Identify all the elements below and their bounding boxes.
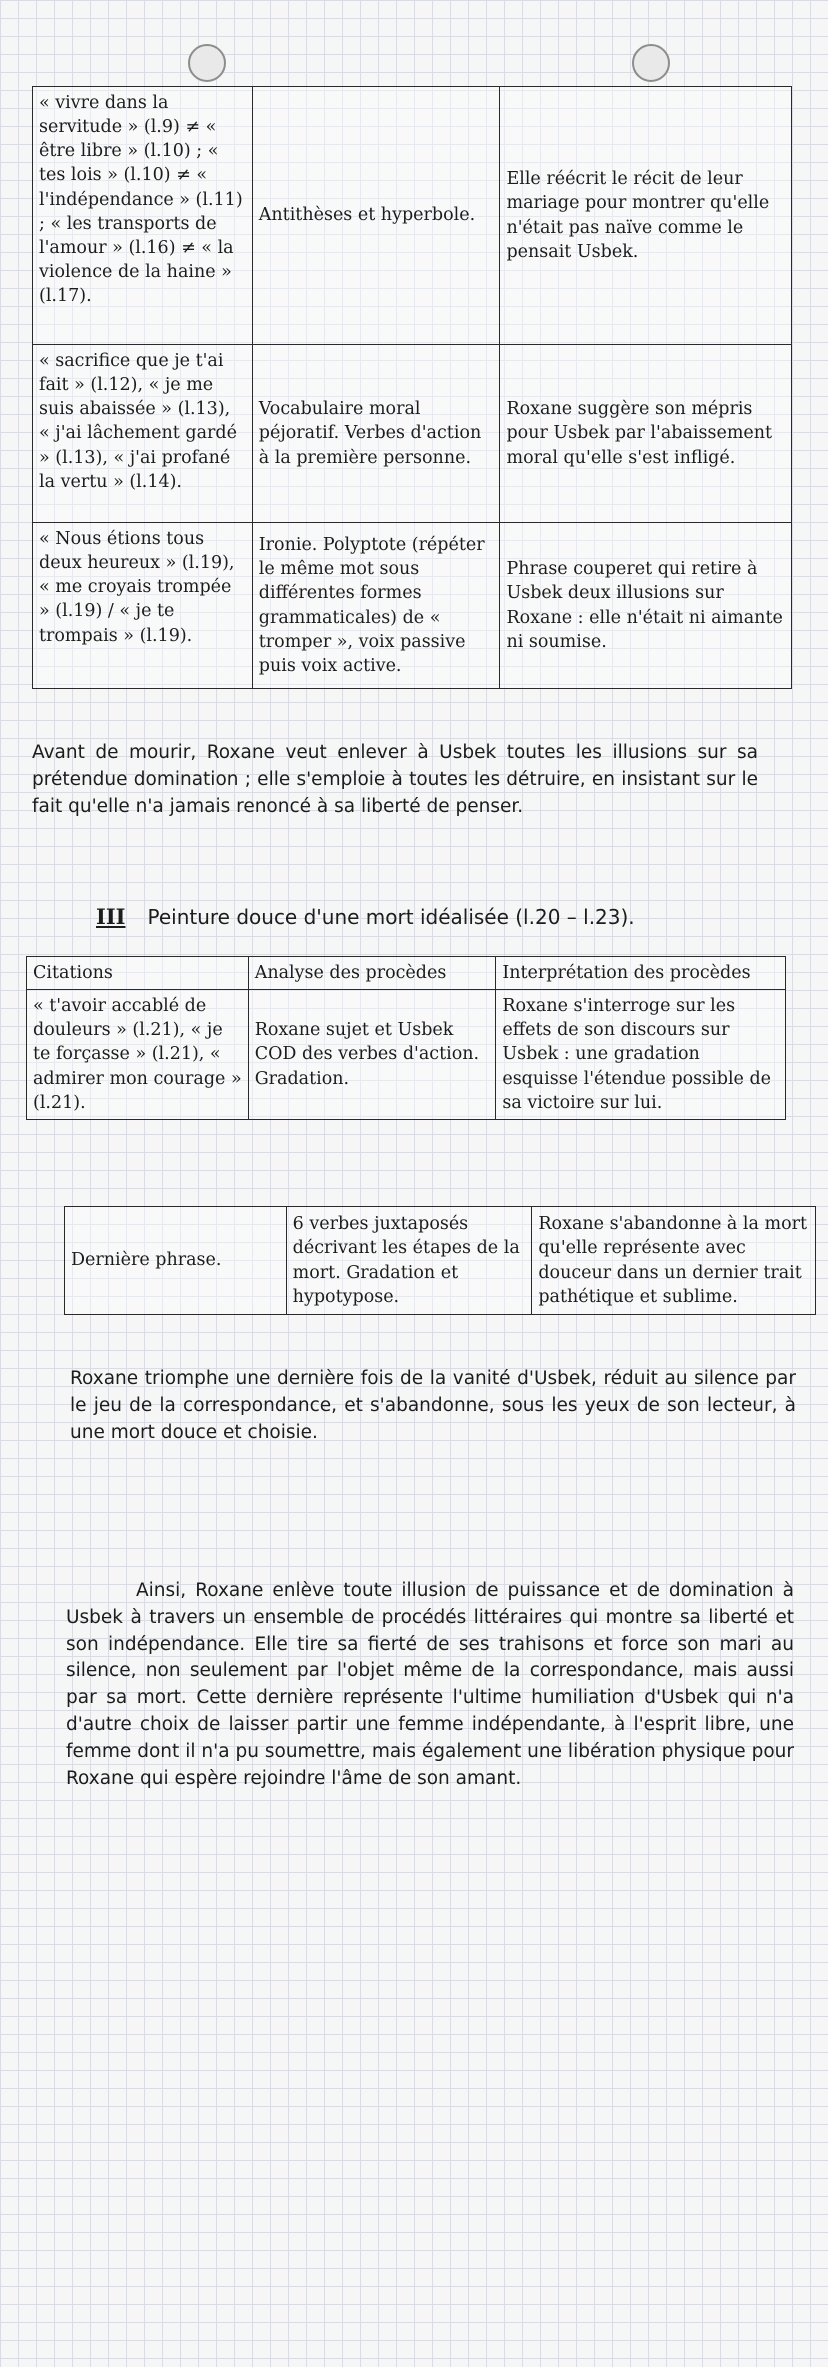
header-analyse: Analyse des procèdes [248, 957, 496, 990]
paragraph-summary-2: Roxane triomphe une dernière fois de la vanité d'Usbek, réduit au silence par le jeu de la correspondance, et s'abandonne, sous les yeux de son lecteur, à une mort douce et choisie. [70, 1368, 796, 1443]
interpretation-cell: Roxane s'interroge sur les effets de son discours sur Usbek : une gradation esquisse l'étendue possible de sa victoire sur lui. [496, 990, 786, 1120]
table-row [27, 990, 786, 1120]
analysis-cell: Ironie. Polyptote (répéter le même mot sous différentes formes grammaticales) de « tromper », voix passive puis voix active. [252, 523, 500, 689]
citation-cell: « sacrifice que je t'ai fait » (l.12), « je me suis abaissée » (l.13), « j'ai lâchement gardé » (l.13), « j'ai profané la vertu » (l.14). [33, 345, 253, 523]
section-title: Peinture douce d'une mort idéalisée (l.20 – l.23). [147, 904, 635, 929]
conclusion-paragraph: Ainsi, Roxane enlève toute illusion de puissance et de domination à Usbek à travers un ensemble de procédés littéraires qui montre sa liberté et son indépendance. Elle tire sa fierté de ses trahisons et force son mari au silence, non seulement par l'objet même de la correspondance, mais aussi par sa mort. Cette dernière représente l'ultime humiliation d'Usbek qui n'a d'autre choix de laisser partir une femme indépendante, à l'esprit libre, une femme dont il n'a pu soumettre, mais également une libération physique pour Roxane qui espère rejoindre l'âme de son amant. [66, 1580, 794, 1789]
header-interpretation: Interprétation des procèdes [496, 957, 786, 990]
table-row [33, 345, 792, 523]
interpretation-cell: Elle réécrit le récit de leur mariage pour montrer qu'elle n'était pas naïve comme le pensait Usbek. [500, 87, 792, 345]
interpretation-cell: Phrase couperet qui retire à Usbek deux illusions sur Roxane : elle n'était ni aimante ni soumise. [500, 523, 792, 689]
analysis-table-last-sentence [64, 1206, 816, 1315]
section-heading [96, 904, 635, 929]
citation-cell: « vivre dans la servitude » (l.9) ≠ « être libre » (l.10) ; « tes lois » (l.10) ≠ « l'indépendance » (l.11) ; « les transports de l'amour » (l.16) ≠ « la violence de la haine » (l.17). [33, 87, 253, 345]
analysis-cell: Vocabulaire moral péjoratif. Verbes d'action à la première personne. [252, 345, 500, 523]
analysis-table-part3 [26, 956, 786, 1120]
punch-hole-left [188, 44, 226, 82]
table-row [33, 523, 792, 689]
table-header-row [27, 957, 786, 990]
analysis-cell: Roxane sujet et Usbek COD des verbes d'action. Gradation. [248, 990, 496, 1120]
citation-cell: « Nous étions tous deux heureux » (l.19), « me croyais trompée » (l.19) / « je te trompais » (l.19). [33, 523, 253, 689]
interpretation-cell: Roxane suggère son mépris pour Usbek par l'abaissement moral qu'elle s'est infligé. [500, 345, 792, 523]
interpretation-cell: Roxane s'abandonne à la mort qu'elle représente avec douceur dans un dernier trait pathétique et sublime. [532, 1207, 816, 1315]
analysis-table-part2 [32, 86, 792, 689]
citation-cell: Dernière phrase. [65, 1207, 287, 1315]
paragraph-summary-1: Avant de mourir, Roxane veut enlever à Usbek toutes les illusions sur sa prétendue domination ; elle s'emploie à toutes les détruire, en insistant sur le fait qu'elle n'a jamais renoncé à sa liberté de penser. [32, 742, 758, 817]
table-row [65, 1207, 816, 1315]
table-row [33, 87, 792, 345]
analysis-cell: Antithèses et hyperbole. [252, 87, 500, 345]
section-number: III [96, 904, 126, 929]
analysis-cell: 6 verbes juxtaposés décrivant les étapes de la mort. Gradation et hypotypose. [286, 1207, 532, 1315]
citation-cell: « t'avoir accablé de douleurs » (l.21), « je te forçasse » (l.21), « admirer mon courage » (l.21). [27, 990, 249, 1120]
punch-hole-right [632, 44, 670, 82]
header-citations: Citations [27, 957, 249, 990]
